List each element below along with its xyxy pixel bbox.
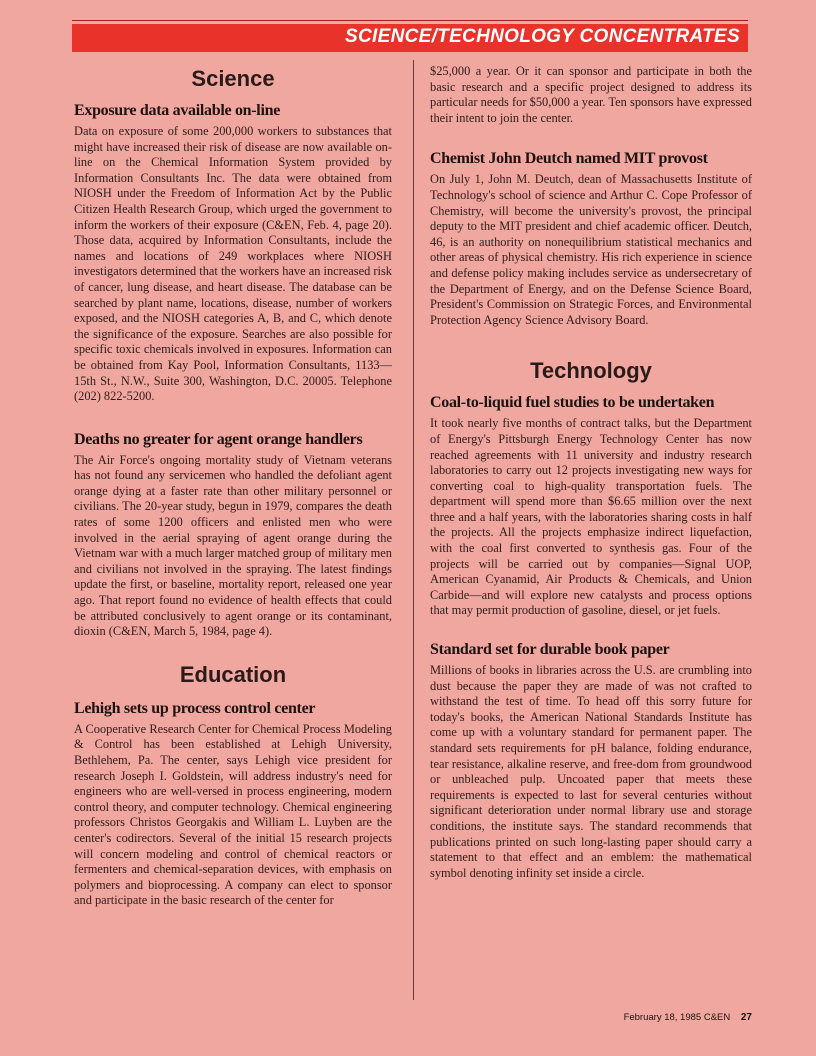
page-number: 27 — [740, 1012, 752, 1023]
body-deutch: On July 1, John M. Deutch, dean of Massachusetts Institute of Technology's school of science and Arthur C. Cope Professor of Chemistry, will become the university's provost, the principal deputy to the MIT president and chief academic officer. Deutch, 46, is an authority on nonequilibrium statistical mechanics and other areas of physical chemistry. His rich experience in science and defense policy making includes service as undersecretary of the Department of Energy, and on the Defense Science Board, President's Commission on Strategic Forces, and Environmental Protection Agency Science Advisory Board. — [430, 172, 752, 327]
headline-book-paper: Standard set for durable book paper — [430, 641, 670, 659]
section-heading-science: Science — [191, 66, 275, 91]
body-coal: It took nearly five months of contract talks, but the Department of Energy's Pittsburgh Energy Technology Center has now reached agreements with 11 university and industry research laboratories to carry out 12 projects investigating new ways for converting coal to high-quality transportation fuels. The department will spend more than $6.65 million over the next three and a half years, with the laboratories sharing costs in half the projects. All the projects emphasize indirect liquefaction, with the coal first converted to synthesis gas. Four of the projects will be carried out by companies—Signal UOP, American Cyanamid, Air Products & Chemicals, and Union Carbide—and will explore new catalysts and process options that may permit production of gasoline, diesel, or jet fuels. — [430, 416, 752, 618]
headline-agent-orange: Deaths no greater for agent orange handlers — [74, 430, 363, 448]
banner-title: SCIENCE/TECHNOLOGY CONCENTRATES — [345, 26, 740, 47]
column-divider — [413, 60, 414, 1000]
body-book-paper: Millions of books in libraries across the U.S. are crumbling into dust because the paper they are made of was not crafted to withstand the test of time. To head off this sorry future for today's books, the American National Standards Institute has come up with a voluntary standard for permanent paper. The standard sets requirements for pH balance, folding endurance, tear resistance, alkaline reserve, and free-dom from groundwood or unbleached pulp. Uncoated paper that meets these requirements is expected to last for several centuries without significant deterioration under normal library use and storage conditions, the institute says. The standard recommends that publications printed on such long-lasting paper should carry a statement to that effect and an emblem: the mathematical symbol denoting infinity set inside a circle. — [430, 663, 752, 880]
section-banner — [72, 24, 748, 52]
headline-coal: Coal-to-liquid fuel studies to be undertaken — [430, 394, 715, 412]
banner-rule — [72, 20, 748, 21]
body-lehigh-continued: $25,000 a year. Or it can sponsor and participate in both the basic research and a specific project designed to address its particular needs for $50,000 a year. Ten sponsors have expressed their intent to join the center. — [430, 64, 752, 125]
headline-deutch: Chemist John Deutch named MIT provost — [430, 150, 708, 168]
page-footer — [624, 1012, 752, 1023]
headline-exposure: Exposure data available on-line — [74, 102, 280, 119]
left-column — [74, 64, 392, 909]
headline-lehigh: Lehigh sets up process control center — [74, 699, 316, 717]
body-agent-orange: The Air Force's ongoing mortality study of Vietnam veterans has not found any servicemen who handled the defoliant agent orange dying at a faster rate than other military personnel or civilians. The 20-year study, begun in 1979, compares the death rates of some 1200 officers and enlisted men who were involved in the aerial spraying of agent orange during the Vietnam war with a much larger matched group of military men and civilians not involved in the spraying. The latest findings update the first, or baseline, mortality report, released one year ago. That report found no evidence of health effects that could be attributed conclusively to agent orange or its contaminant, dioxin (C&EN, March 5, 1984, page 4). — [74, 452, 392, 639]
footer-issue: February 18, 1985 C&EN — [623, 1012, 731, 1023]
body-exposure: Data on exposure of some 200,000 workers to substances that might have increased their risk of disease are now available on-line on the Chemical Information System provided by Information Consultants Inc. The data were obtained from NIOSH under the Freedom of Information Act by the Public Citizen Health Research Group, which urged the government to inform the workers of their exposure (C&EN, Feb. 4, page 20). Those data, acquired by Information Consultants, include the names and locations of 249 workplaces where NIOSH investigators determined that the workers have an increased risk of cancer, lung disease, and heart disease. The database can be searched by plant name, locations, disease, number of workers exposed, and the NIOSH categories A, B, and C, which denote the significance of the exposure. Searches are also possible for specific toxic chemicals involved in exposures. Information can be obtained from Kay Pool, Information Consultants, 1133—15th St., N.W., Suite 300, Washington, D.C. 20005. Telephone (202) 822-5200. — [74, 124, 392, 404]
section-heading-education: Education — [179, 661, 287, 687]
section-heading-technology: Technology — [530, 358, 652, 384]
body-lehigh: A Cooperative Research Center for Chemical Process Modeling & Control has been established at Lehigh University, Bethlehem, Pa. The center, says Lehigh vice president for research Joseph I. Goldstein, will address industry's need for engineers who are well-versed in process engineering, modern control theory, and computer technology. Chemical engineering professors Christos Georgakis and William L. Luyben are the center's codirectors. Several of the initial 15 research projects will concern modeling and control of chemical reactors or fermenters and chemical-separation devices, with emphasis on polymers and bioprocessing. A company can elect to sponsor and participate in the basic research of the center for — [74, 721, 392, 908]
right-column — [430, 64, 752, 881]
